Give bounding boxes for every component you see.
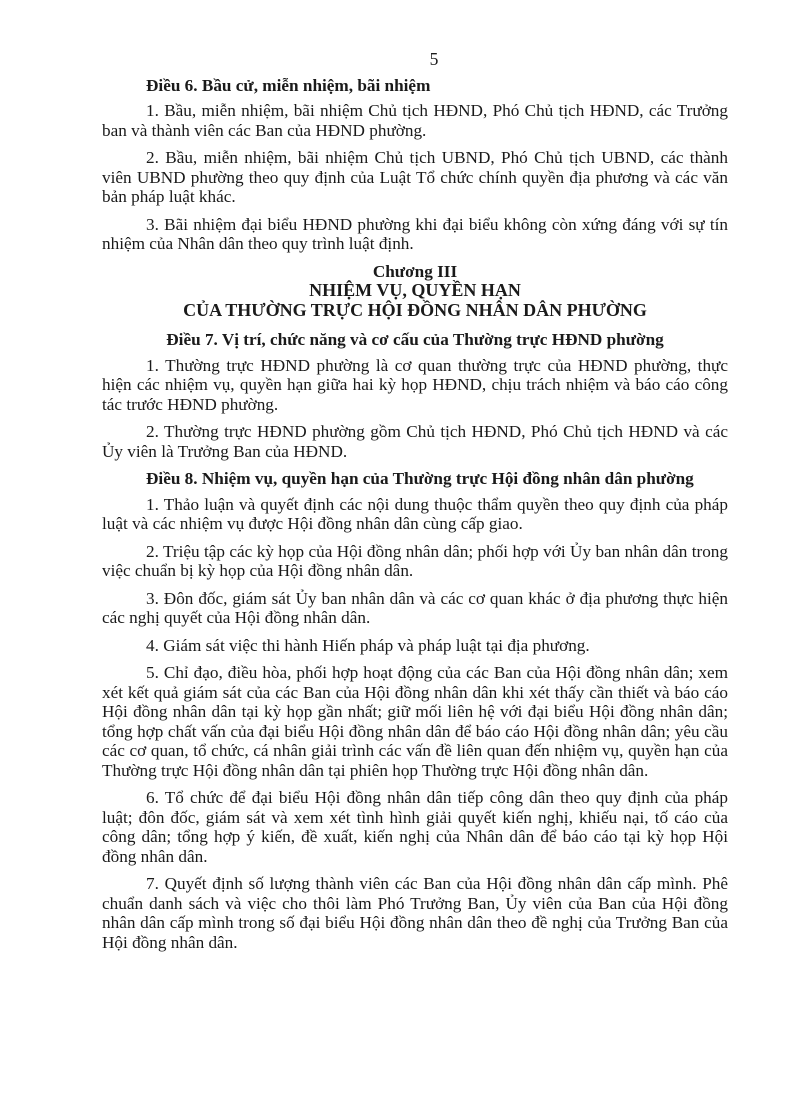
article-8-clause-3: 3. Đôn đốc, giám sát Ủy ban nhân dân và các cơ quan khác ở địa phương thực hiện các nghị quyết của Hội đồng nhân dân. [102,588,728,627]
article-7-clause-2: 2. Thường trực HĐND phường gồm Chủ tịch HĐND, Phó Chủ tịch HĐND và các Ủy viên là Trưởng Ban của HĐND. [102,422,728,461]
article-8-clause-2: 2. Triệu tập các kỳ họp của Hội đồng nhân dân; phối hợp với Ủy ban nhân dân trong việc chuẩn bị kỳ họp của Hội đồng nhân dân. [102,541,728,580]
chapter-label: Chương III [372,261,458,281]
page-number: 5 [429,49,439,69]
chapter-heading [102,262,728,321]
article-8-clause-5: 5. Chỉ đạo, điều hòa, phối hợp hoạt động của các Ban của Hội đồng nhân dân; xem xét kết quả giám sát của các Ban của Hội đồng nhân dân khi xét thấy cần thiết và báo cáo Hội đồng nhân dân tại kỳ họp gần nhất; giữ mối liên hệ với đại biểu Hội đồng nhân dân; tổng hợp chất vấn của đại biểu Hội đồng nhân dân để báo cáo Hội đồng nhân dân; yêu cầu các cơ quan, tổ chức, cá nhân giải trình các vấn đề liên quan đến nhiệm vụ, quyền hạn của Thường trực Hội đồng nhân dân tại phiên họp Thường trực Hội đồng nhân dân. [102,663,728,780]
article-7-clause-1: 1. Thường trực HĐND phường là cơ quan thường trực của HĐND phường, thực hiện các nhiệm vụ, quyền hạn giữa hai kỳ họp HĐND, chịu trách nhiệm và báo cáo công tác trước HĐND phường. [102,355,728,414]
article-7 [102,330,728,461]
article-8-clause-1: 1. Thảo luận và quyết định các nội dung thuộc thẩm quyền theo quy định của pháp luật và các nhiệm vụ được Hội đồng nhân dân cùng cấp giao. [102,494,728,533]
article-8-title: Điều 8. Nhiệm vụ, quyền hạn của Thường trực Hội đồng nhân dân phường [146,469,694,488]
article-8-clause-6: 6. Tổ chức để đại biểu Hội đồng nhân dân tiếp công dân theo quy định của pháp luật; đôn đốc, giám sát và xem xét tình hình giải quyết kiến nghị, khiếu nại, tố cáo của công dân; tổng hợp ý kiến, đề xuất, kiến nghị của Nhân dân để báo cáo tại kỳ họp Hội đồng nhân dân. [102,788,728,866]
article-6-clause-3: 3. Bãi nhiệm đại biểu HĐND phường khi đại biểu không còn xứng đáng với sự tín nhiệm của Nhân dân theo quy trình luật định. [102,214,728,253]
article-6-title: Điều 6. Bầu cử, miễn nhiệm, bãi nhiệm [146,75,431,95]
article-8-clause-7: 7. Quyết định số lượng thành viên các Ban của Hội đồng nhân dân cấp mình. Phê chuẩn danh sách và việc cho thôi làm Phó Trưởng Ban, Ủy viên của Ban của Hội đồng nhân dân cấp mình trong số đại biểu Hội đồng nhân dân theo đề nghị của Trưởng Ban của Hội đồng nhân dân. [102,874,728,952]
article-8 [102,469,728,952]
article-6 [102,76,728,254]
document-page [102,50,728,960]
chapter-title-line-2: CỦA THƯỜNG TRỰC HỘI ĐỒNG NHÂN DÂN PHƯỜNG [183,299,647,320]
article-6-clause-1: 1. Bầu, miễn nhiệm, bãi nhiệm Chủ tịch HĐND, Phó Chủ tịch HĐND, các Trưởng ban và thành viên các Ban của HĐND phường. [102,101,728,140]
article-7-title: Điều 7. Vị trí, chức năng và cơ cấu của Thường trực HĐND phường [166,330,664,349]
article-6-clause-2: 2. Bầu, miễn nhiệm, bãi nhiệm Chủ tịch UBND, Phó Chủ tịch UBND, các thành viên UBND phường theo quy định của Luật Tổ chức chính quyền địa phương và các văn bản pháp luật khác. [102,148,728,206]
article-8-clause-4: 4. Giám sát việc thi hành Hiến pháp và pháp luật tại địa phương. [146,635,590,655]
chapter-title-line-1: NHIỆM VỤ, QUYỀN HẠN [309,280,521,300]
